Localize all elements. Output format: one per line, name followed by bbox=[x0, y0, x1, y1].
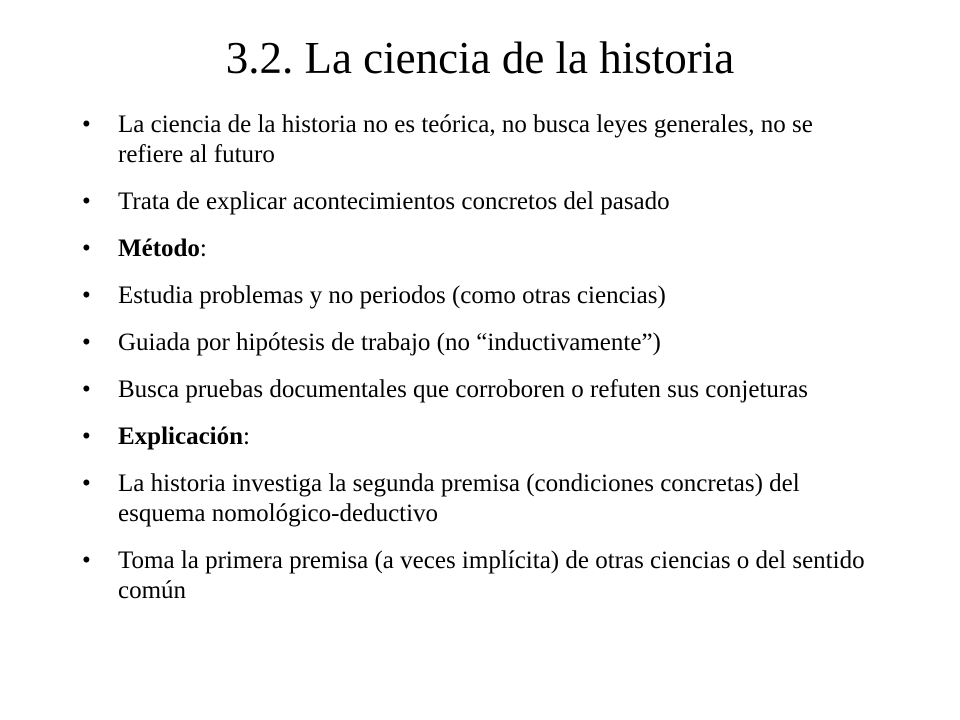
bullet-item bbox=[80, 110, 880, 170]
bullet-marker: • bbox=[82, 282, 91, 309]
bullet-bold-heading: Método bbox=[118, 235, 200, 262]
bullet-item bbox=[80, 187, 880, 217]
bullet-marker: • bbox=[82, 470, 91, 497]
bullet-marker: • bbox=[82, 329, 91, 356]
bullet-marker: • bbox=[82, 111, 91, 138]
bullet-text: La ciencia de la historia no es teórica, no busca leyes generales, no se refiere al futuro bbox=[118, 111, 813, 168]
bullet-item bbox=[80, 546, 880, 606]
bullet-suffix: : bbox=[199, 235, 207, 262]
bullet-text: La historia investiga la segunda premisa (condiciones concretas) del esquema nomológico-deductivo bbox=[118, 470, 800, 527]
bullet-marker: • bbox=[82, 188, 91, 215]
bullet-marker: • bbox=[82, 235, 91, 262]
bullet-item bbox=[80, 281, 880, 311]
bullet-item bbox=[80, 328, 880, 358]
slide-title: 3.2. La ciencia de la historia bbox=[225, 33, 735, 83]
bullet-bold-heading: Explicación bbox=[118, 423, 244, 450]
bullet-text: Trata de explicar acontecimientos concretos del pasado bbox=[118, 188, 670, 215]
bullet-list bbox=[80, 110, 880, 623]
bullet-text: Toma la primera premisa (a veces implícita) de otras ciencias o del sentido común bbox=[118, 547, 865, 604]
bullet-marker: • bbox=[82, 423, 91, 450]
bullet-suffix: : bbox=[243, 423, 250, 450]
bullet-item bbox=[80, 469, 880, 529]
bullet-marker: • bbox=[82, 547, 91, 574]
bullet-item bbox=[80, 422, 880, 452]
bullet-text: Busca pruebas documentales que corroboren o refuten sus conjeturas bbox=[118, 376, 809, 403]
bullet-text: Estudia problemas y no periodos (como otras ciencias) bbox=[118, 282, 666, 309]
bullet-item bbox=[80, 375, 880, 405]
bullet-item bbox=[80, 234, 880, 264]
bullet-text: Guiada por hipótesis de trabajo (no “inductivamente”) bbox=[118, 329, 661, 356]
bullet-marker: • bbox=[82, 376, 91, 403]
